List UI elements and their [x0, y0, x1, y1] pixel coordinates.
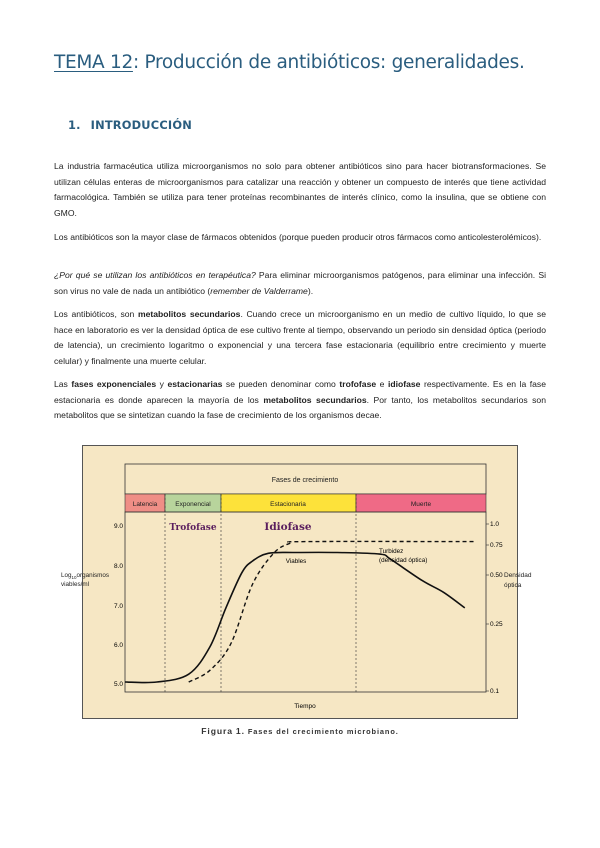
left-tick-label: 6.0 [113, 642, 123, 649]
right-axis-tick-marks [486, 524, 489, 691]
figure-caption [0, 726, 600, 736]
caption-text: Fases del crecimiento microbiano. [247, 727, 399, 736]
bold-term: metabolitos secundarios [263, 394, 367, 405]
document-title [54, 52, 525, 73]
tema-number: TEMA 12 [54, 52, 133, 73]
bold-term: idiofase [387, 379, 421, 389]
question-text: ¿Por qué se utilizan los antibióticos en terapéutica? [54, 270, 256, 280]
caption-number: 1. [235, 726, 245, 736]
x-axis-label: Tiempo [294, 703, 316, 710]
text-span: se pueden denominar como [222, 379, 340, 389]
y-label-organismos: organismos [76, 572, 110, 579]
right-tick-label: 0.1 [490, 688, 500, 695]
section-heading [68, 118, 192, 132]
bold-term: fases exponenciales [71, 379, 157, 389]
left-axis-ticks [114, 523, 123, 688]
phase-label-estacionaria: Estacionaria [270, 501, 306, 508]
y-axis-label-left-line2: viables/ml [61, 581, 89, 588]
plot-area [125, 512, 486, 692]
annotation-trofofase: Trofofase [169, 523, 217, 533]
text-span: . Cuando crece un microorganismo en un medio de cultivo líquido, lo que se hace en laboratorio es ver la densidad óptica de ese cultivo frente al tiempo, observando un periodo sin densidad óptica (periodo de latencia), un crecimiento logaritmo o exponencial y una tercera fase estacionaria (equilibrio entre crecimiento y muerte celular) y finalmente una muerte celular. [54, 309, 546, 367]
y-label-log: Log [61, 572, 72, 579]
paragraph-2: Los antibióticos son la mayor clase de fármacos obtenidos (porque pueden producir otros fármacos como anticolesterolémicos). [54, 232, 542, 242]
left-tick-label: 8.0 [113, 563, 123, 570]
tema-subtitle: : Producción de antibióticos: generalidades. [132, 52, 525, 73]
phase-label-latencia: Latencia [132, 501, 158, 508]
bold-term: metabolitos secundarios [137, 309, 241, 319]
growth-curve-chart [61, 446, 532, 720]
left-tick-label: 5.0 [113, 681, 123, 688]
series-label-viables: Viables [285, 558, 307, 565]
answer-text: Para eliminar microorganismos patógenos, para eliminar una infección. Si son virus no vale de nada un antibiótico ( [54, 270, 546, 296]
left-tick-label: 7.0 [113, 603, 123, 610]
growth-phases-figure [61, 445, 532, 719]
text-span: respectivamente. Es en la fase estacionaria es donde aparecen la mayoría de los [54, 379, 546, 405]
paragraph-4 [54, 307, 546, 370]
text-span: Los antibióticos, son [54, 309, 138, 319]
text-span: e [376, 379, 388, 389]
paragraph-3 [54, 268, 546, 299]
y-axis-label-right-2: óptica [504, 582, 522, 589]
section-number: 1. [68, 118, 81, 132]
caption-label: Figura [201, 726, 233, 736]
annotation-idiofase: Idiofase [264, 521, 312, 533]
right-tick-label: 1.0 [490, 521, 500, 528]
left-tick-label: 9.0 [113, 523, 123, 530]
paragraph-1: La industria farmacéutica utiliza microorganismos no solo para obtener antibióticos sino para hacer biotransformaciones. Se utilizan células enteras de microorganismos para catalizar una reacción y obtener un compuesto de interés que tiene actividad farmacológica. También se utiliza para tener proteínas recombinantes de interés clínico, como la insulina, que se obtiene con GMO. [54, 161, 546, 219]
y-label-subscript: 10 [71, 575, 77, 580]
series-turbidez-line [189, 541, 476, 682]
right-axis-ticks [490, 521, 503, 695]
right-tick-label: 0.75 [490, 542, 503, 549]
right-tick-label: 0.50 [490, 572, 503, 579]
y-axis-label-left [61, 572, 109, 580]
reference-text: remember de Valderrame [210, 285, 308, 296]
y-axis-label-right-1: Densidad [504, 572, 532, 579]
series-viables-line [125, 552, 465, 682]
paragraph-5 [54, 377, 546, 424]
text-span: Las [54, 379, 72, 389]
phase-label-muerte: Muerte [410, 501, 432, 508]
section-title: INTRODUCCIÓN [90, 118, 192, 132]
bold-term: trofofase [339, 379, 377, 389]
phase-label-exponencial: Exponencial [175, 501, 211, 508]
bold-term: estacionarias [167, 379, 223, 389]
text-span: y [156, 379, 168, 389]
series-label-turbidez-1: Turbidez [379, 548, 404, 555]
text-span: . Por tanto, los metabolitos secundarios son metabolitos que se sintetizan cuando la fase de crecimiento de los organismos decae. [54, 394, 546, 421]
chart-title: Fases de crecimiento [271, 477, 339, 484]
paragraph-end: ). [307, 285, 314, 296]
series-label-turbidez-2: (densidad óptica) [379, 557, 428, 564]
right-tick-label: 0.25 [490, 621, 503, 628]
